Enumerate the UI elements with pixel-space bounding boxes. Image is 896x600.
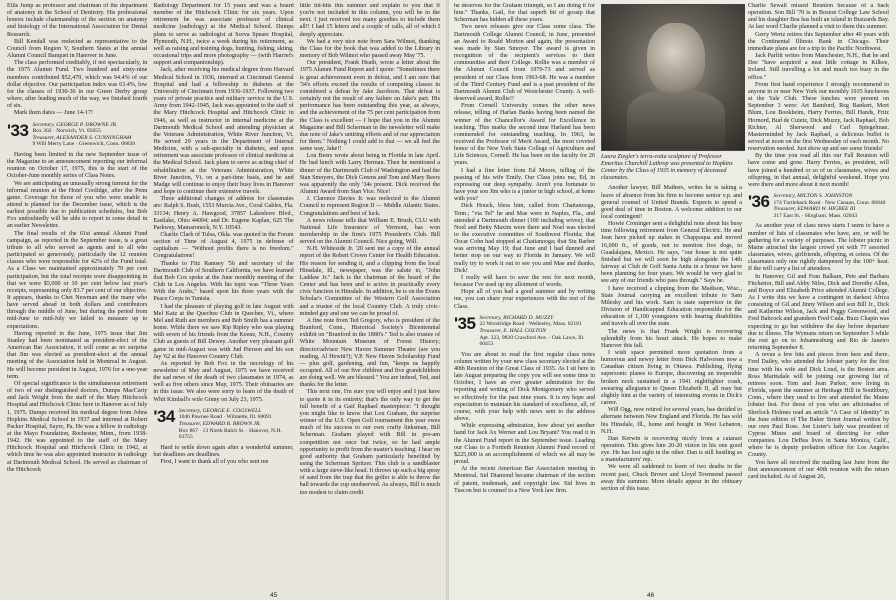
class-treasurer-address: 317 East St. · Hingham, Mass. 02043 — [773, 212, 858, 219]
right-column-3 — [745, 3, 892, 592]
photo-shoulders — [627, 90, 725, 148]
class-secretary-address: 1046 Pawnee Road · Wilmette, Ill. 60091 — [178, 414, 272, 421]
class-heading-33 — [7, 122, 147, 148]
class-secretary-address: Box 302 · Norwich, Vt. 05055 — [32, 128, 101, 135]
class-secretary: Secretary, GEORGE E. COGSWELL — [178, 407, 262, 414]
paragraph: Will Ogg, now retired for several years, has decided to alternate between New England and Florida. He has sold his Hinsdale, Ill., home and bought in West Lebanon, N.H. — [601, 407, 742, 435]
right-column-2 — [598, 3, 745, 592]
paragraph: Three additional changes of address for classmates are: Ralph S. Bush, 1553 Murcia Ave., Coral Gables, Fla. 33134; Henry A. Hawgood, 37857 Lakeshore Blvd., Eastlake, Ohio 44094; and Dr. Eugene Kaplan, 625 The Parkway, Mamaroneck, N.Y. 10543. — [153, 196, 294, 231]
class-treasurer-address: 9 Will Merry Lane · Greenwich, Conn. 06830 — [32, 141, 136, 148]
left-page — [0, 0, 447, 600]
paragraph: By the time you read all this our Fall Reunion will have come and gone. Harry Ferries, as president, will have joined a hundred or so of us classmates, wives and offspring, in that annual, delightful weekend. Hope you were there and more about it next month! — [748, 153, 889, 188]
paragraph: I wish space permitted more quotation from a humorous and newsy letter from Dick Halvorsen now a Canadian citizen living in Ottawa. Publishing, flying supersonic planes to Europe, discovering an inoperable broken neck sustained in a 1941 nightfighter crash, swearing allegiance to Queen Elizabeth II, all may but slightly hint at the variety of interesting events in Dick's career. — [601, 349, 742, 407]
left-column-3 — [297, 3, 443, 592]
paragraph: First, I want to thank all of you who sent me — [160, 459, 269, 466]
paragraph: A news release tells that William E. Brush, CLU with National Life Insurance of Vermont, has won membership in the firm's 1975 President's Club. Bill served on the Alumni Council. Nice going, Will. — [299, 217, 440, 246]
paragraph: Of special significance is the simultaneous retirement of two of our distinguished doctors, Dumps MacCarty and Jack Wright from the staff of the Mary Hitchcock Hospital and Hitchcock Clinic here in Hanover as of July 1, 1975. Dumps received his medical degree from Johns Hopkins Medical School in 1937 and interned at Robert Packer Hospital, Sayre, Pa. He was a fellow in radiology at the Mayo Foundation, Rochester, Minn., from 1938-1942. He was appointed to the staff of the Mary Hitchcock Hospital and Hitchcock Clinic in 1942, at which time he was also appointed instructor in radiology at Dartmouth Medical School. He served as chairman of the Hitchcock — [7, 380, 148, 473]
paragraph: little tid-bits this summer and explain to you that if you're not included in this column, you will be in the next. I just received too many goodies to include them all!! I had 15 letters and a couple of calls, all of which I deeply appreciate. — [299, 3, 440, 38]
paragraph: Radiology Department for 15 years and was a board member of the Hitchcock Clinic for six years. Upon retirement he was associate professor of clinical medicine (radiology) at the Medical School. Dumps plans to serve as radiologist at Sceva Speare Hospital, Plymouth, N.H., twice a week during his retirement, as well as raising and training dogs, hunting, fishing, skiing, occasional trips and more photography — (with Harriet's support and companionship). — [153, 3, 294, 67]
class-heading-36 — [748, 193, 889, 219]
paragraph: We had a very nice note from Sara Wilmot, thanking the Class for the book that was added to the Library in memory of Bob Wilmot who passed away May '75. — [299, 38, 440, 60]
sculpture-photo — [601, 4, 745, 151]
class-treasurer: Treasurer, E. HALL COLTON — [479, 327, 547, 334]
page-number: 45 — [270, 592, 278, 599]
page-gutter — [446, 0, 449, 600]
class-treasurer: Treasurer, ALEXANDER S. CUNNINGHAM — [32, 134, 132, 141]
paragraph: Hard to settle down again after a wonderful summer, but deadlines are deadlines. — [153, 444, 294, 458]
paragraph: I really will have to save the rest for next month, because I've used up my allotment of words. — [454, 274, 595, 289]
right-column-1 — [451, 3, 598, 592]
paragraph: Ellis Jump as professor and chairman of the department of anatomy in the School of Dentistry. His professional honors include chairmanship of the section on anatomy and histology of the International Association for Dental Research. — [7, 3, 148, 38]
class-secretary: Secretary, GEORGE P. DROWNE JR. — [32, 121, 118, 128]
paragraph: Our president, Frank Heath, wrote a letter about the 1975 Alumni Fund Report and I quote: "Sometimes there is great achievement even in defeat, and I am sure that '34's efforts exceed the results of competing classes in considered a defeat by Jake Jacobson. That defeat is certainly not the result of any failure on Jake's part. His performance has been outstanding this year, as always, and the achievement of the 75 per cent participation from the Class is excellent — I hope that you in the Alumni Magazine and Bill Scherman in the newsletter will make due note of Jake's untiring efforts and of our appreciation for them." Nothing I could add to that — we all feel the same way, Jake!! — [299, 60, 440, 153]
paragraph: A fine note from Ted Gregory, who is president of the Branford, Conn., Historical Society's Bicentennial exhibit on "Branford in the 1880's." Ted is also trustee of White Mountain Museum of Forest History; director/advisor New Haven Summer Theatre (are you reading, Al Hewitt?); V.P. New Haven Scholarship Fund — plus golf, gardening, and fun, "keeps us happily occupied. All of our five children and five grandchildren are doing well. We are blessed." You are indeed, Ted, and thanks for the letter. — [299, 317, 440, 389]
paragraph: We were all saddened to learn of two deaths in the recent past, Chuck Brown and Lloyd Townsend passed away this summer. More details appear in the obituary section of this issue. — [601, 464, 742, 492]
paragraph: Two news releases give our Class some class. The Dartmouth College Alumni Council, in June, presented an Award to Roald Morton and again, the presentation was made by Stan Smoyer. The award is given in recognition of the recipient's services to their communities and their College. Rollie was a member of the Alumni Council from 1970-73 and served as president of our Class from 1963-68. He was a member of the Third Century Fund and is a past president of the Dartmouth Alumni Club of Westchester County. A well-deserved award, Rollie!! — [454, 24, 595, 103]
paragraph: The final results of the 61st annual Alumni Fund campaign, as reported in the September issue, is a great tribute to all who served as agents and to all who participated so generously, particularly the 12 reunion classes who were responsible for 42% of the Fund total. As a Class we maintained approximately 70 per cent participation, but the total receipts were disappointing in that we were $5,000 or 10 per cent below last year's receipts, representing only 83.7 per cent of our objective. It appears, thanks to Chet Newman and the many who have served ahead in both dollars and contributors through the middle of June, but during the period from mid-June to mid-July we failed to measure up to expectations. — [7, 230, 148, 330]
class-officers — [32, 122, 135, 148]
class-secretary-address: 22 Woodridge Road · Wellesley, Mass. 02181 — [479, 321, 582, 328]
paragraph: Bill Kendall was reelected as representative to the Council from Region V, Southern States at the annual Alumni Council Banquet in Hanover in June. — [7, 38, 148, 60]
left-column-2 — [150, 3, 296, 592]
paragraph: I had a fine letter from Ed Moore, telling of the passing of his wife Emily. Our Class joins me, Ed, in expressing our deep sympathy. Aren't you fortunate to have your son Jim who is a junior in high school, at home with you? — [454, 167, 595, 203]
class-secretary-address: 174 Turtleback Road · New Canaan, Conn. 06840 — [773, 199, 886, 206]
paragraph: Charlie Clark of Tulsa, Okla. was quoted in the Forum section of Time of August 4, 1975 in defense of capitalism — "Without profits there is no freedom." Congratulations! — [153, 232, 294, 260]
right-page — [447, 0, 896, 600]
paragraph: Dan Kerwin is recovering nicely from a cataract operation. This gives him 20-20 vision in his one good eye. He has lost sight in the other. Dan is still hustling as a manufacturers' rep. — [601, 435, 742, 464]
class-secretary: Secretary, MILTON S. JOHNSTON — [773, 193, 853, 200]
class-treasurer: Treasurer, EDWARD W. HIGBEE III — [773, 206, 856, 213]
class-officers — [773, 193, 885, 219]
class-treasurer: Treasurer, EDWARD B. BROWN JR. — [178, 420, 261, 427]
class-heading-35 — [454, 315, 595, 348]
photo-head — [647, 23, 705, 95]
paragraph: Having reported in the June, 1975 issue that Jim Stanley had been nominated as president-elect of the American Bar Association, it will come as no surprise that Jim was elected as president-elect at the annual meeting of the Association held in Montreal in August. He will become president in August, 1976 for a one-year term. — [7, 330, 148, 380]
paragraph: In Hanover, Gil and Fran Balkam, Pete and Barbara Fitchettor, Bill and Abby Niles, Dick and Dorothy Allen, and Boyce and Elizabeth Price attended Alumni College. As I write this we have a contingent in darkest Africa consisting of Gil and Jinny Wilson and son Bill Jr., Dick and Katherine Wilson, Jack and Peggy Greenwood, and Fred Babcock and grandson Fred Cuda. Buzz Chapin was expecting to go but withdrew the day before departure due to illness. The Wymans return on September 3 while the rest go on to Johannesburg and Rio de Janeiro returning September 8. — [748, 273, 889, 352]
class-number: '35 — [454, 313, 476, 333]
photo-caption: Laura Ziegler's terra-cotta sculpture of Professor Emeritus Churchill Lathrop was presented to Hopkins Center by the Class of 1935 in memory of deceased classmates. — [601, 154, 733, 182]
paragraph: The class performed creditably, if not spectacularly, in the 1975 Alumni Fund. Two hundred and sixty-nine members contributed $52,479, which was 94.4% of our dollar objective. Our participation index was 63.4%, low for the classes of 1930-36 in our Green Derby group where, after leading much of the way, we finished fourth of six. — [7, 60, 148, 110]
class-officers — [479, 315, 595, 348]
paragraph: This next one, I'm sure you will enjoy and I just have to quote it in its entirety; that's the only way to get the full benefit of a Gaif Raphael masterpiece: "I thought you might like to know that Lou Graham, the surprise winner of the U.S. Open Golf tournament this year owes much of his success to our own crafty linksman, Bill Scherman. Graham played with Bill in pro-am competition not once but twice, so he had ample opportunity to profit from the master's teaching. I hear on good authority that Graham particularly benefited by using the Scherman Spritzer. This club is a sandblaster with a large sieve-like head. It throws up such a big spray of sand from the trap that the golfer is able to throw the ball towards the cup unobserved. As always, Bill is much too modest to claim credit — [299, 389, 440, 496]
paragraph: From Cornell University comes the other news release, telling of Harlan Banks having been named the winner of the Chancellor's Award for Excellence in teaching. This marks the second time Harland has been commended for outstanding teaching. In 1963, he received the Professor of Merit Award, the most coveted honor of the New York State College of Agriculture and Life Sciences, Cornell. He has been on the faculty for 26 years. — [454, 103, 595, 167]
paragraph: We are anticipating an unusually strong turnout for the informal reunion at the Hotel Coolidge, after the Penn game. Coverage for those of you who were unable to attend is planned for the December issue, which is the earliest possible due to publication schedules, but Bob Fox undoubtedly will be able to report in some detail in an earlier Newsletter. — [7, 180, 148, 230]
class-secretary: Secretary, RICHARD D. MUZZY — [479, 314, 554, 321]
paragraph: Another lawyer, Bill Mathers, writes he is taking a leave of absence from his firm to become senior v.p. and general counsel of United Brands. Expects to spend a good deal of time in Boston. A welcome addition to our local contingent! — [601, 185, 742, 220]
paragraph: A revue a few bits and pieces from here and there. Fred Dailey, who attended the lobster party for the first time with his wife and Dick Loud, is the Boston area. Ross Marttsdale will be joining our growing list of retirees soon. Tom and Jean Parker, now living in Florida, spent the summer at Heritage Hill in Southbury, Conn., where they used to live and attended the Maine lobster fest. For those of you who are aficionados of Sherlock Holmes read an article "A Case of Identity" in the June edition of The Baker Street Journal written by our own Paul Ross. Jon Lister's lady was president of Cyprus Mines and board of directing for other companies. Lou DeBus lives in Santa Monica, Calif., where he is deputy probation officer for Los Angeles County. — [748, 352, 889, 459]
paragraph: Howie Croninger sent a delightful note about his busy time following retirement from General Electric. He and Jean have picked up stakes in Chappaqua and moved 16,000 ft., of goods, not to mention five dogs, to Guadalajara, Mexico. He says, "our house is not quite finished but we will soon be high alongside the 14th fairway at Club de Golf Santa Anita in a house we have been planning for four years. We would be very glad to see any of our friends who pass through." Says he. — [601, 221, 742, 285]
paragraph: Charlie Sewall missed Reunion because of a back operation. Son Bill '70 is in Boston College Law School and his daughter Bea has built an island in Buzzards Bay. At last word Charlie planned a visit to them this summer. — [748, 3, 889, 31]
left-column-1 — [4, 3, 150, 592]
paragraph: From first hand experience I strongly recommend to anyone in or near New York our monthly 1935 luncheons at the Yale Club. These lunches were present on September 3 were: Art Bamford, Reg Bankert, Mort Blum, Lou Bookheim, Harry Ferries, Bill Hands, Fritz Hornord, Bud de Cuietz, Dick Muzzy, Jack Raphael, Bob Richter, Al Sherwood and Carl Spiegelman. Masterminded by Jack Raphael, a delicious buffet is served at noon on the first Wednesday of each month. No reservation needed. Just show up and see some friends! — [748, 81, 889, 153]
class-number: '33 — [7, 120, 29, 140]
paragraph: Lou Beers wrote about being in Florida in late April. He had lunch with Larry Herman. Then he mentioned a dinner of the Dartmouth Club of Washington and had the Stan Smoyers, the Dick Greens and Tom and Mary Beers was apparently the only '34s present. Dick received the Alumni Award from Stan Vice. Nice! — [299, 153, 440, 196]
paragraph: You are about to read the first regular class notes column written by your new class secretary elected at the 40th Reunion of the Great Class of 1935. As I sit here in late August preparing the copy you will see some time in October, I have an ever greater admiration for the reporting and writing of Dick Montgomery who served so effectively for the past nine years. It is my hope and expectation to maintain his standard of excellence, all, of course, with your help with news sent to the address above. — [454, 351, 595, 423]
paragraph: As reported by Bob Fox in the necrology of his newsletter of May and August, 1975 we have received the sad news of the death of two classmates in 1974, as well as five others since May, 1975. Their obituaries are in this issue. We also were sorry to learn of the death of Whit Kimball's wife Ginny on July 23, 1975. — [153, 360, 294, 403]
paragraph: J. Clarence Davies Jr. was reelected to the Alumni Council to represent Region II — Middle Atlantic States. Congratulations and best of luck. — [299, 196, 440, 217]
paragraph: Dick Houck, bless him, called from Chattanooga, Tenn.; "via Tel" he and Mae were in Naples, Fla., and attended a Dartmouth dinner (100 including wives); that Noel and Betty Maxim were there and Noel was elected to the executive committee of Southwest Florida; that Oscar Cohn had stopped at Chattanooga; that Stu Barber was arriving May 19; that June and I had dunned and better stop on our way to Florida in January. We will really try to work it out to see you and Mae and thanks, Dick! — [454, 203, 595, 274]
paragraph: While expressing admiration, how about yet another hand for Jack Ax Werner and Lou Bryant? You read it in the Alumni Fund report in the September issue. Leading our Class to a Fortieth Reunion Alumni Fund record of $225,000 is an accomplishment of which we all may be proud. — [454, 423, 595, 466]
paragraph: I have received a clipping from the Madison, Wisc., State Journal carrying an excellent tribute to Sam Milesky and his work. Sam is state supervisor in the Division of Handicapped Education responsible for the education of 1,100 youngsters with hearing disabilities and travels all over the state. — [601, 285, 742, 328]
paragraph: At the recent American Bar Association meeting in Montreal, Sid Diamond became chairman of the section of patent, trademark, and copyright law. Sid lives in Tuscon but is counsel to a New York law firm. — [454, 466, 595, 494]
paragraph: Hope all of you had a good summer and by writing me, you can share your experiences with the rest of the Class. — [454, 289, 595, 310]
paragraph: Having been limited in the new September issue of the Magazine to an announcement reporting our informal reunion on October 17, 1975, this is the start of the October-June monthly series of Class Notes. — [7, 151, 148, 180]
paragraph: Thanks to Fitz Ramsey '56 and secretary of the Dartmouth Club of Southern California, we have learned that Bob Cox spoke at the June monthly meeting of the Club in Los Angeles. With his topic was "Three Years With the Arabs," based upon his three years with the Peace Corps in Tunisia. — [153, 260, 294, 303]
paragraph: Jack, after receiving his medical degree from Harvard Medical School in 1936, interned at Cincinnati General Hospital and had a fellowship in diabetes at the University of Cincinnati from 1936-1937. Following two years of private practice and military service in the U.S. Army from 1942-1945, Jack was appointed to the staff of the Mary Hitchcock Hospital and Hitchcock Clinic in 1946, as well as instructor in internal medicine at the Dartmouth Medical School and attending physician at the Veterans Administration, White River Junction, Vt. He served 29 years in the Department of Internal Medicine, with a sub-specialty in diabetes, and upon retirement was associate professor of clinical medicine at the Medical School. Jack plans to serve as acting chief of rehabilitation at the Veterans Administration, White River Junction, Vt. on a part-time basis, and he and Madge will continue to enjoy their busy lives in Hanover and hope to continue their extensive travels. — [153, 67, 294, 196]
paragraph: Mark them dates — June 14-17! — [14, 110, 94, 117]
paragraph: The news is that Frank Wright is recovering splendidly from his heart attack. He hopes to make Hanover this fall. — [601, 328, 742, 349]
class-number: '36 — [748, 192, 770, 212]
paragraph: Jack Parfitt writes from Manchester, N.H., that he and Dee "have acquired a neat little cottage in Kilkee, Ireland. Still travelling a lot and much too busy in the office." — [748, 53, 889, 81]
paragraph: Gerry Wertz retires this September after 40 years with the Continental Illinois Bank in Chicago. Their immediate plans are for a trip to the Pacific Northwest. — [748, 31, 889, 52]
paragraph: As another year of class news starts I seem to have a number of lists of classmates who have, are, or will be gathering for a variety of purposes. The lobster picnic in Maine attracted the largest crowd yet with 77 assorted classmates, wives, girlfriends, offspring, et cetera. Of the classmates only one rightly dampened by the 100+ heat. If the will carry a list of attendees. — [748, 223, 889, 273]
class-officers — [179, 408, 294, 441]
class-number: '34 — [153, 406, 175, 426]
class-treasurer-address: Box 867 · 13 North Balch St. · Hanover, N.H. 03755 — [178, 427, 282, 441]
paragraph: I had the pleasure of playing golf in late August with Mel Katz at the Quechee Club in Quechee, Vt., where Mel and Ruth are members and Bob Smith has a summer home. While there we saw Rip Ripley who was playing with seven of his friends from the Keene, N.H., Country Club as guests of Bill Dewey. Another very pleasant golf game in mid-August was with Jud Pierson and his son Jay '62 at the Hanover Country Club. — [153, 303, 294, 360]
class-heading-34 — [153, 408, 293, 441]
paragraph: N.H. Whiteside Jr. '20 sent me a copy of the annual report of the Robert Crown Center for Health Education. His reason for sending it, and a clipping from the local Hinsdale, Ill., newspaper, was the salute to, "John Laddaw Jr." Jack is the chairman of the board of the Center and has been and is active in practically every civic function in Hinsdale. In addition, he is on the Evans Scholar's Committee of the Western Golf Association and a trustee of the local Country Club. A truly civic-minded guy and one we can be proud of. — [299, 246, 440, 317]
page-number: 46 — [647, 592, 655, 599]
paragraph: You have all received the mailing last June from the first announcement of our 40th reunion with the return card included. As of August 26, — [748, 459, 889, 480]
paragraph: he deserves for the Graham triumph, so I am doing it for him." Thanks, Gail, for that superb bit of gossip that Scherman has hidden all these years. — [454, 3, 595, 24]
class-treasurer-address: Apt. 323, 9820 Crawford Ave. · Oak Lawn, Ill. 60453 — [479, 334, 585, 348]
